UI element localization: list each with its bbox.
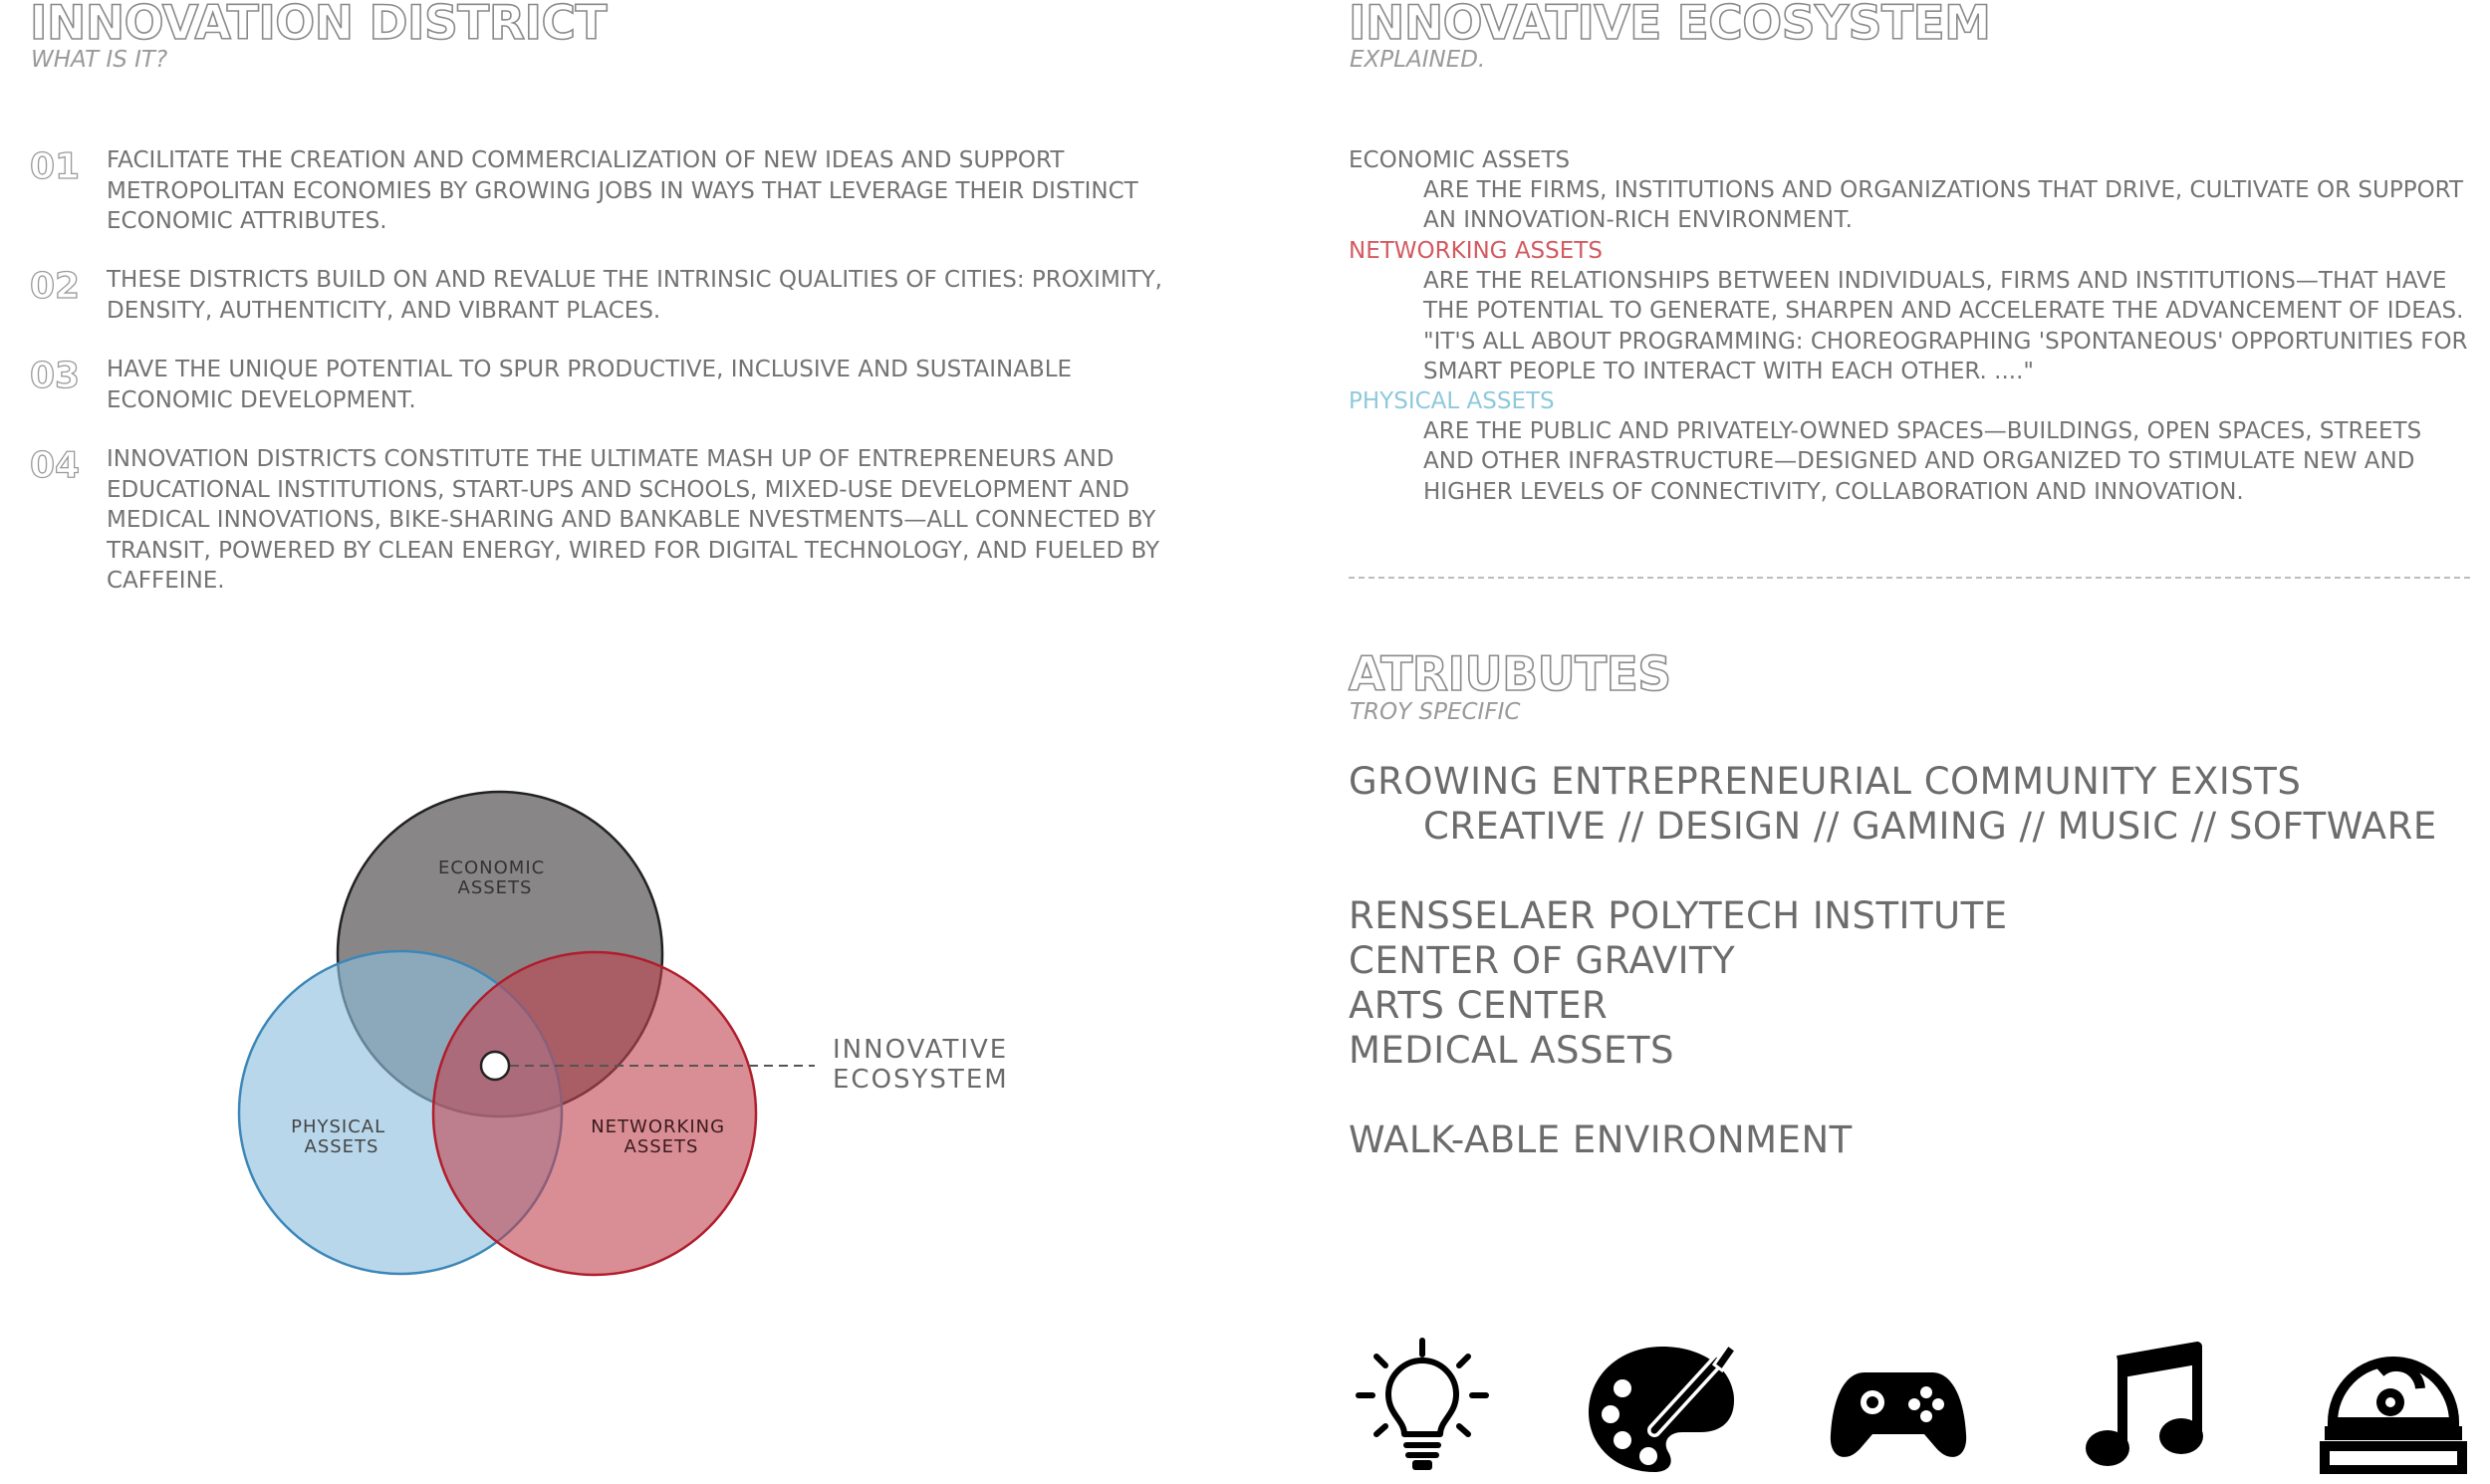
institution-item: MEDICAL ASSETS: [1349, 1029, 1674, 1072]
economic-assets-description: ARE THE FIRMS, INSTITUTIONS AND ORGANIZATIONS THAT DRIVE, CULTIVATE OR SUPPORT AN INNOVATION-RICH ENVIRONMENT.: [1423, 177, 2464, 234]
svg-text:PHYSICAL ASSETS: [291, 1116, 392, 1157]
innovation-district-title: INNOVATION DISTRICT: [30, 0, 608, 51]
item-number: 02: [30, 266, 81, 307]
community-detail: CREATIVE // DESIGN // GAMING // MUSIC // SOFTWARE: [1423, 805, 2437, 848]
callout-label-line2: ECOSYSTEM: [833, 1065, 1009, 1095]
economic-assets-heading: ECONOMIC ASSETS: [1349, 147, 1571, 173]
item-number: 01: [30, 146, 81, 187]
item-text: INNOVATION DISTRICTS CONSTITUTE THE ULTIMATE MASH UP OF ENTREPRENEURS AND EDUCATIONAL INSTITUTIONS, START-UPS AND SCHOOLS, MIXED-USE DEVELOPMENT AND MEDICAL INNOVATIONS, BIKE-SHARING AND BANKABLE NVESTMENTS—ALL CONNECTED BY TRANSIT, POWERED BY CLEAN ENERGY, WIRED FOR DIGITAL TECHNOLOGY, AND FUELED BY CAFFEINE.: [107, 446, 1160, 594]
innovative-ecosystem-title: INNOVATIVE ECOSYSTEM: [1349, 0, 1991, 51]
institution-item: ARTS CENTER: [1349, 984, 1609, 1027]
networking-assets-description: ARE THE RELATIONSHIPS BETWEEN INDIVIDUALS, FIRMS AND INSTITUTIONS—THAT HAVE THE POTENTIAL TO GENERATE, SHARPEN AND ACCELERATE THE ADVANCEMENT OF IDEAS. "IT'S ALL ABOUT PROGRAMMING: CHOREOGRAPHING 'SPONTANEOUS' OPPORTUNITIES FOR SMART PEOPLE TO INTERACT WITH EACH OTHER. ....": [1423, 268, 2468, 384]
section-divider: [1349, 577, 2470, 579]
innovation-district-subtitle: WHAT IS IT?: [31, 47, 168, 73]
lightbulb-icon: [1353, 1335, 1492, 1474]
item-text: FACILITATE THE CREATION AND COMMERCIALIZATION OF NEW IDEAS AND SUPPORT METROPOLITAN ECONOMIES BY GROWING JOBS IN WAYS THAT LEVERAGE THEIR DISTINCT ECONOMIC ATTRIBUTES.: [107, 147, 1138, 234]
networking-assets-circle: [433, 952, 756, 1275]
walkable-attribute: WALK-ABLE ENVIRONMENT: [1349, 1118, 1853, 1161]
innovative-ecosystem-marker: [481, 1052, 509, 1080]
networking-label-line1: NETWORKING: [591, 1116, 726, 1137]
community-attribute: GROWING ENTREPRENEURIAL COMMUNITY EXISTS: [1349, 760, 2302, 803]
callout-label-line1: INNOVATIVE: [833, 1035, 1009, 1065]
item-number: 03: [30, 356, 81, 396]
institution-item: CENTER OF GRAVITY: [1349, 939, 1736, 982]
physical-assets-heading: PHYSICAL ASSETS: [1349, 388, 1555, 414]
physical-label-line1: PHYSICAL: [291, 1116, 386, 1137]
innovative-ecosystem-subtitle: EXPLAINED.: [1350, 47, 1486, 73]
networking-label-line2: ASSETS: [623, 1136, 699, 1157]
observatory-icon: [2319, 1335, 2468, 1474]
attributes-title: ATRIUBUTES: [1349, 647, 1671, 702]
physical-assets-description: ARE THE PUBLIC AND PRIVATELY-OWNED SPACES—BUILDINGS, OPEN SPACES, STREETS AND OTHER INFRASTRUCTURE—DESIGNED AND ORGANIZED TO STIMULATE NEW AND HIGHER LEVELS OF CONNECTIVITY, COLLABORATION AND INNOVATION.: [1423, 418, 2422, 505]
attributes-subtitle: TROY SPECIFIC: [1350, 699, 1521, 725]
economic-label-line1: ECONOMIC: [438, 858, 546, 878]
item-text: THESE DISTRICTS BUILD ON AND REVALUE THE INTRINSIC QUALITIES OF CITIES: PROXIMITY, DENSITY, AUTHENTICITY, AND VIBRANT PLACES.: [107, 267, 1162, 324]
gamepad-icon: [1829, 1335, 1968, 1474]
institution-item: RENSSELAER POLYTECH INSTITUTE: [1349, 894, 2008, 937]
networking-assets-heading: NETWORKING ASSETS: [1349, 238, 1603, 264]
item-text: HAVE THE UNIQUE POTENTIAL TO SPUR PRODUCTIVE, INCLUSIVE AND SUSTAINABLE ECONOMIC DEVELOPMENT.: [107, 357, 1073, 413]
svg-text:INNOVATIVE ECOSYSTEM: [833, 1035, 1019, 1095]
music-note-icon: [2078, 1335, 2217, 1474]
physical-label-line2: ASSETS: [304, 1136, 379, 1157]
venn-diagram: [0, 757, 1245, 1315]
economic-label-line2: ASSETS: [457, 877, 533, 898]
item-number: 04: [30, 445, 81, 486]
palette-icon: [1583, 1335, 1742, 1474]
